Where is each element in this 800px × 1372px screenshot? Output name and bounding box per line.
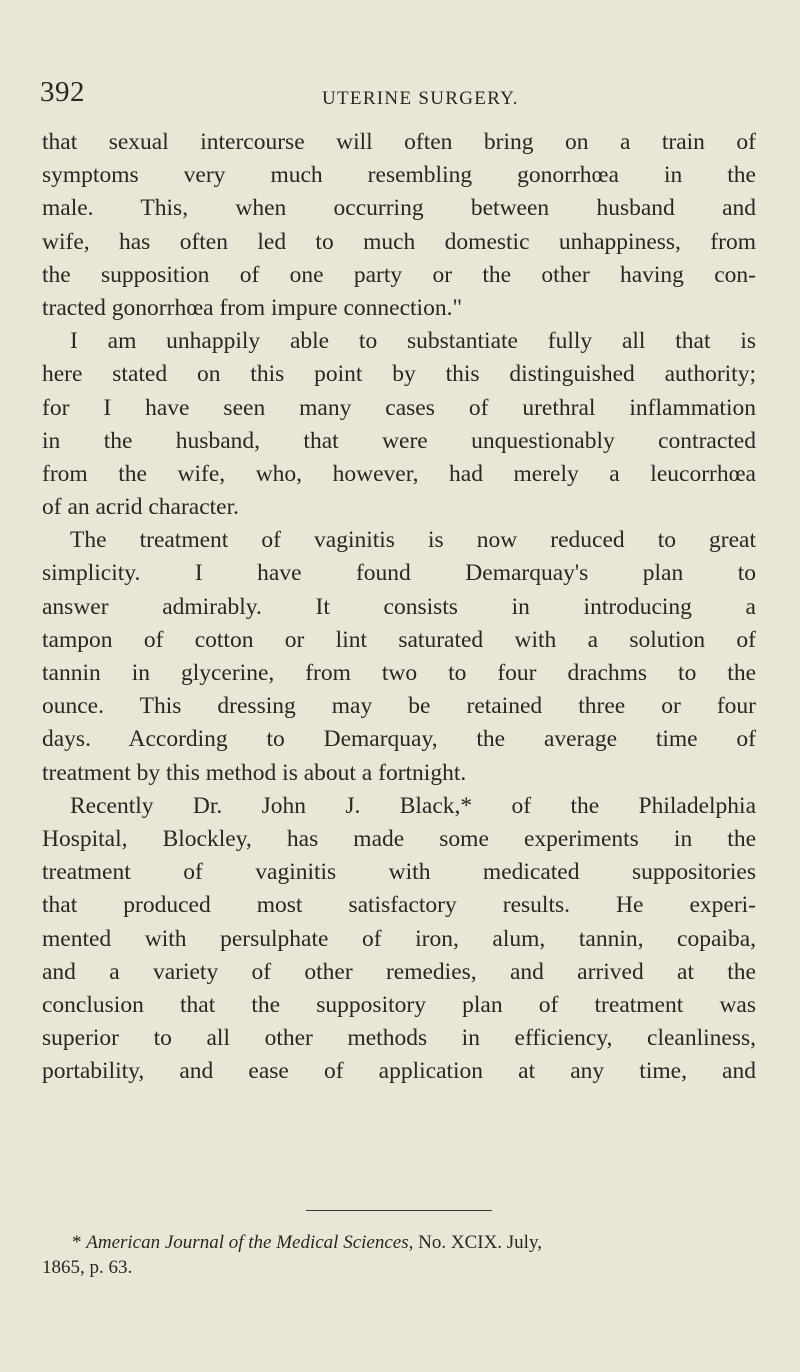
footnote-marker: *	[72, 1232, 82, 1253]
text-line: symptoms very much resembling gonorrhœa in the	[42, 162, 756, 189]
text-line: tracted gonorrhœa from impure connection."	[42, 294, 463, 321]
text-line: I am unhappily able to substantiate fully all that is	[70, 328, 756, 355]
text-line: that sexual intercourse will often bring on a train of	[42, 129, 756, 155]
text-line: answer admirably. It consists in introducing a	[42, 593, 756, 620]
text-line: in the husband, that were unquestionably contracted	[42, 427, 756, 454]
text-line: conclusion that the suppository plan of treatment was	[42, 991, 756, 1018]
page-number: 392	[40, 76, 85, 108]
text-line: treatment of vaginitis with medicated suppositories	[42, 859, 756, 886]
text-line: simplicity. I have found Demarquay's plan to	[42, 560, 756, 587]
text-line: tannin in glycerine, from two to four drachms to the	[42, 660, 756, 686]
text-line: from the wife, who, however, had merely a leucorrhœa	[42, 460, 756, 487]
text-line: for I have seen many cases of urethral inflammation	[42, 394, 756, 421]
text-line: days. According to Demarquay, the average time of	[42, 726, 756, 753]
text-line: wife, has often led to much domestic unhappiness, from	[42, 228, 756, 255]
text-line: here stated on this point by this distinguished authority;	[42, 361, 756, 388]
footnote-divider	[306, 1210, 492, 1211]
text-line: that produced most satisfactory results. He experi-	[42, 892, 756, 919]
footnote-line	[42, 1230, 756, 1255]
text-line: The treatment of vaginitis is now reduced to great	[70, 527, 756, 554]
text-line: treatment by this method is about a fortnight.	[42, 759, 467, 786]
footnote-journal: American Journal of the Medical Sciences,	[86, 1232, 414, 1253]
footnote-line: 1865, p. 63.	[42, 1257, 133, 1278]
text-line: male. This, when occurring between husband and	[42, 195, 756, 222]
text-line: Recently Dr. John J. Black,* of the Philadelphia	[70, 792, 756, 819]
running-head: UTERINE SURGERY.	[322, 88, 519, 109]
text-line: tampon of cotton or lint saturated with a solution of	[42, 626, 756, 653]
text-line: the supposition of one party or the other having con-	[42, 261, 756, 288]
text-line: and a variety of other remedies, and arrived at the	[42, 958, 756, 985]
text-line: of an acrid character.	[42, 494, 240, 521]
text-line: superior to all other methods in efficiency, cleanliness,	[42, 1025, 756, 1052]
footnote	[42, 1230, 756, 1280]
text-line: Hospital, Blockley, has made some experiments in the	[42, 825, 756, 852]
footnote-issue: No. XCIX. July,	[418, 1232, 542, 1253]
text-line: portability, and ease of application at any time, and	[42, 1058, 756, 1085]
body-text	[42, 126, 756, 1088]
text-line: ounce. This dressing may be retained three or four	[42, 693, 756, 720]
text-line: mented with persulphate of iron, alum, tannin, copaiba,	[42, 925, 756, 952]
